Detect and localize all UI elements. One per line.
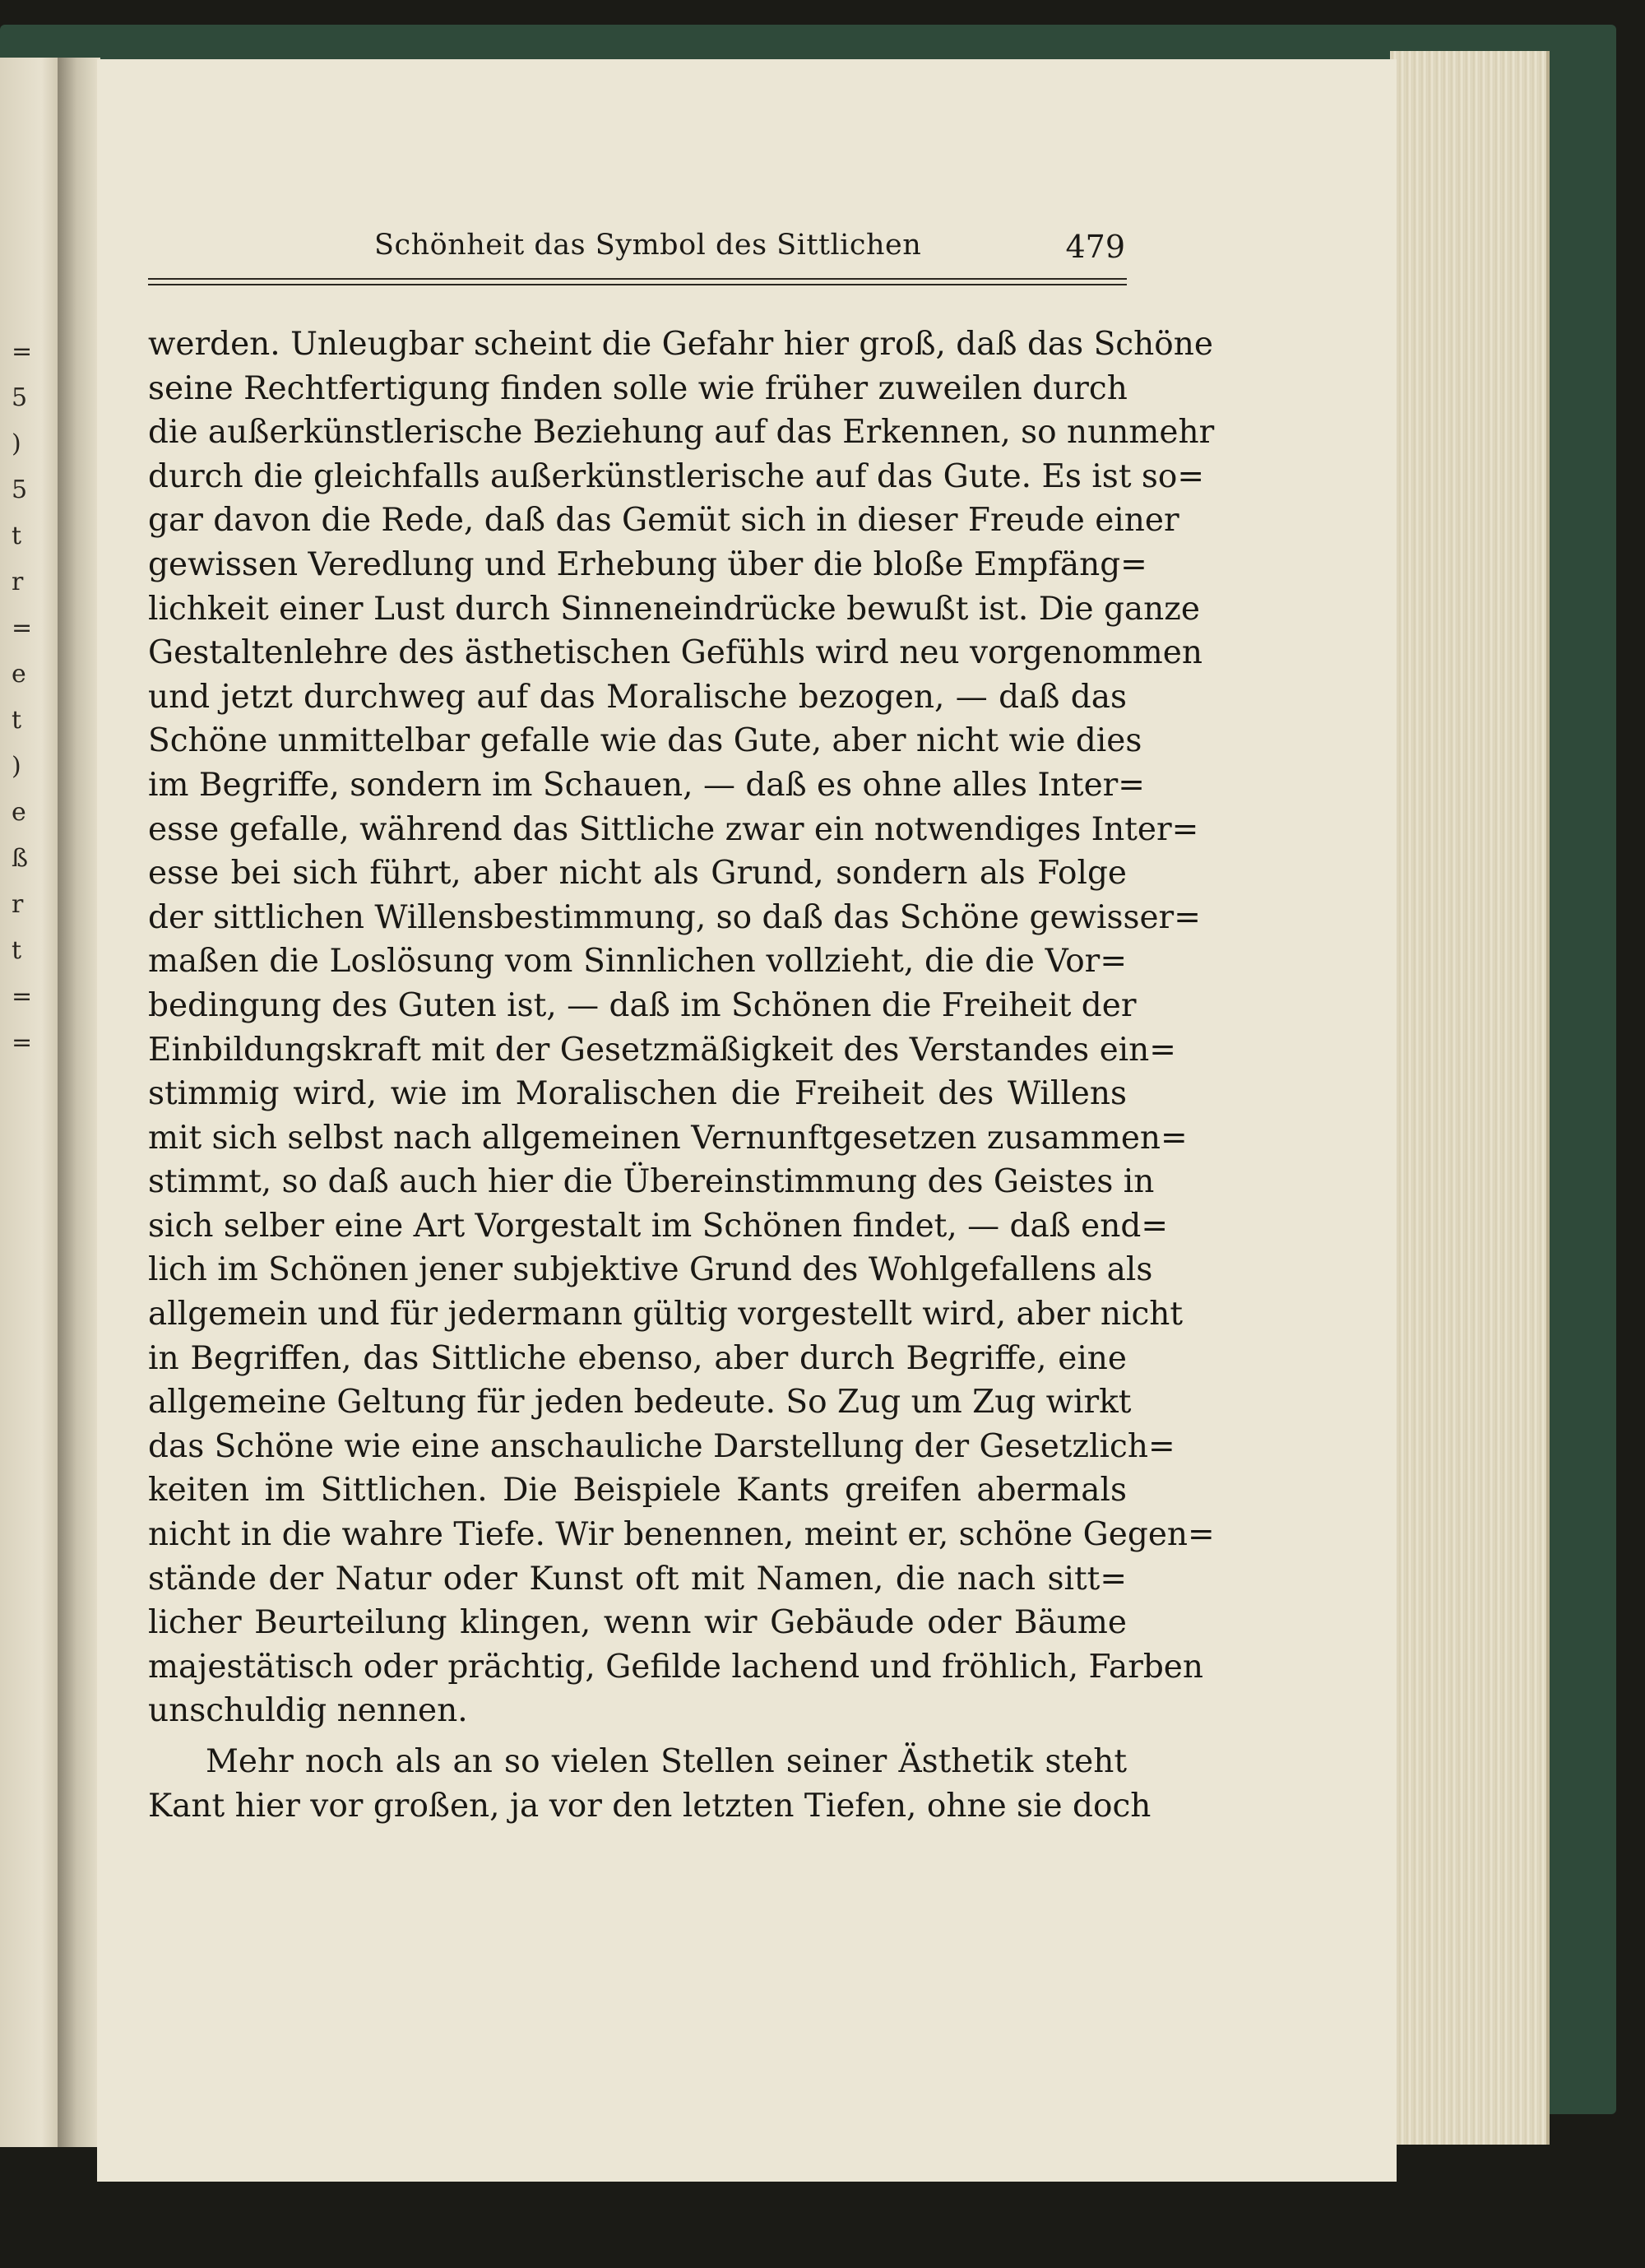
text-line: esse bei sich führt, aber nicht als Grund, sondern als Folge — [148, 855, 1127, 893]
text-line: gar davon die Rede, daß das Gemüt sich in dieser Freude einer — [148, 502, 1179, 540]
text-line: das Schöne wie eine anschauliche Darstellung der Gesetzlich= — [148, 1427, 1175, 1465]
body-text — [148, 322, 1215, 1828]
facing-page-text-fragments — [12, 329, 36, 1066]
facing-page-fragment: e — [12, 798, 26, 827]
facing-page-fragment: = — [12, 337, 33, 366]
text-line: stimmig wird, wie im Moralischen die Freiheit des Willens — [148, 1075, 1127, 1113]
text-line: im Begriffe, sondern im Schauen, — daß es ohne alles Inter= — [148, 766, 1145, 804]
running-title: Schönheit das Symbol des Sittlichen — [374, 229, 922, 262]
facing-page-fragment: = — [12, 1028, 33, 1057]
text-line: werden. Unleugbar scheint die Gefahr hier groß, daß das Schöne — [148, 326, 1213, 363]
text-line: nicht in die wahre Tiefe. Wir benennen, meint er, schöne Gegen= — [148, 1516, 1215, 1554]
gutter-shadow — [58, 58, 100, 2147]
text-line: der sittlichen Willensbestimmung, so daß das Schöne gewisser= — [148, 898, 1201, 936]
header-rule — [148, 278, 1127, 280]
text-line: unschuldig nennen. — [148, 1692, 468, 1730]
text-line: maßen die Loslösung vom Sinnlichen vollzieht, die die Vor= — [148, 943, 1127, 981]
facing-page-fragment: 5 — [12, 475, 28, 504]
text-line: Kant hier vor großen, ja vor den letzten Tiefen, ohne sie doch — [148, 1787, 1152, 1825]
text-line: und jetzt durchweg auf das Moralische bezogen, — daß das — [148, 678, 1127, 716]
text-line: durch die gleichfalls außerkünstlerische auf das Gute. Es ist so= — [148, 457, 1205, 495]
facing-page — [0, 58, 59, 2147]
text-line: Mehr noch als an so vielen Stellen seiner Ästhetik steht — [206, 1743, 1127, 1780]
facing-page-fragment: t — [12, 936, 22, 965]
text-line: gewissen Veredlung und Erhebung über die bloße Empfäng= — [148, 545, 1147, 583]
text-line: licher Beurteilung klingen, wenn wir Gebäude oder Bäume — [148, 1604, 1127, 1642]
text-line: allgemein und für jedermann gültig vorgestellt wird, aber nicht — [148, 1296, 1184, 1333]
text-line: stimmt, so daß auch hier die Übereinstimmung des Geistes in — [148, 1163, 1155, 1201]
paragraph — [148, 1740, 1152, 1828]
paragraph — [148, 322, 1215, 1733]
text-line: majestätisch oder prächtig, Gefilde lachend und fröhlich, Farben — [148, 1648, 1204, 1686]
facing-page-fragment: t — [12, 522, 22, 550]
header-rule-double — [148, 284, 1127, 285]
facing-page-fragment: 5 — [12, 383, 28, 412]
text-line: seine Rechtfertigung finden solle wie früher zuweilen durch — [148, 369, 1128, 407]
page-block-edges — [1390, 51, 1550, 2145]
text-line: mit sich selbst nach allgemeinen Vernunftgesetzen zusammen= — [148, 1119, 1188, 1157]
facing-page-fragment: r — [12, 568, 24, 596]
running-header — [148, 229, 1127, 278]
text-line: Einbildungskraft mit der Gesetzmäßigkeit des Verstandes ein= — [148, 1031, 1176, 1069]
text-line: stände der Natur oder Kunst oft mit Namen, die nach sitt= — [148, 1560, 1127, 1598]
text-line: Schöne unmittelbar gefalle wie das Gute, aber nicht wie dies — [148, 722, 1142, 760]
facing-page-fragment: ) — [12, 752, 21, 781]
text-line: sich selber eine Art Vorgestalt im Schönen findet, — daß end= — [148, 1207, 1169, 1245]
facing-page-fragment: ß — [12, 844, 29, 873]
text-line: die außerkünstlerische Beziehung auf das Erkennen, so nunmehr — [148, 414, 1215, 452]
paragraph-gap — [148, 1733, 1127, 1740]
text-line: in Begriffen, das Sittliche ebenso, aber durch Begriffe, eine — [148, 1339, 1127, 1377]
facing-page-fragment: r — [12, 890, 24, 919]
text-line: lichkeit einer Lust durch Sinneneindrücke bewußt ist. Die ganze — [148, 590, 1200, 628]
page-number: 479 — [1065, 229, 1125, 265]
facing-page-fragment: e — [12, 660, 26, 689]
text-line: lich im Schönen jener subjektive Grund des Wohlgefallens als — [148, 1251, 1153, 1289]
text-line: keiten im Sittlichen. Die Beispiele Kants greifen abermals — [148, 1472, 1127, 1510]
text-line: esse gefalle, während das Sittliche zwar ein notwendiges Inter= — [148, 810, 1199, 848]
text-line: bedingung des Guten ist, — daß im Schönen die Freiheit der — [148, 986, 1137, 1024]
facing-page-fragment: = — [12, 982, 33, 1011]
facing-page-fragment: = — [12, 614, 33, 642]
facing-page-fragment: t — [12, 706, 22, 735]
text-line: Gestaltenlehre des ästhetischen Gefühls wird neu vorgenommen — [148, 634, 1202, 672]
text-line: allgemeine Geltung für jeden bedeute. So Zug um Zug wirkt — [148, 1384, 1132, 1422]
facing-page-fragment: ) — [12, 429, 21, 458]
